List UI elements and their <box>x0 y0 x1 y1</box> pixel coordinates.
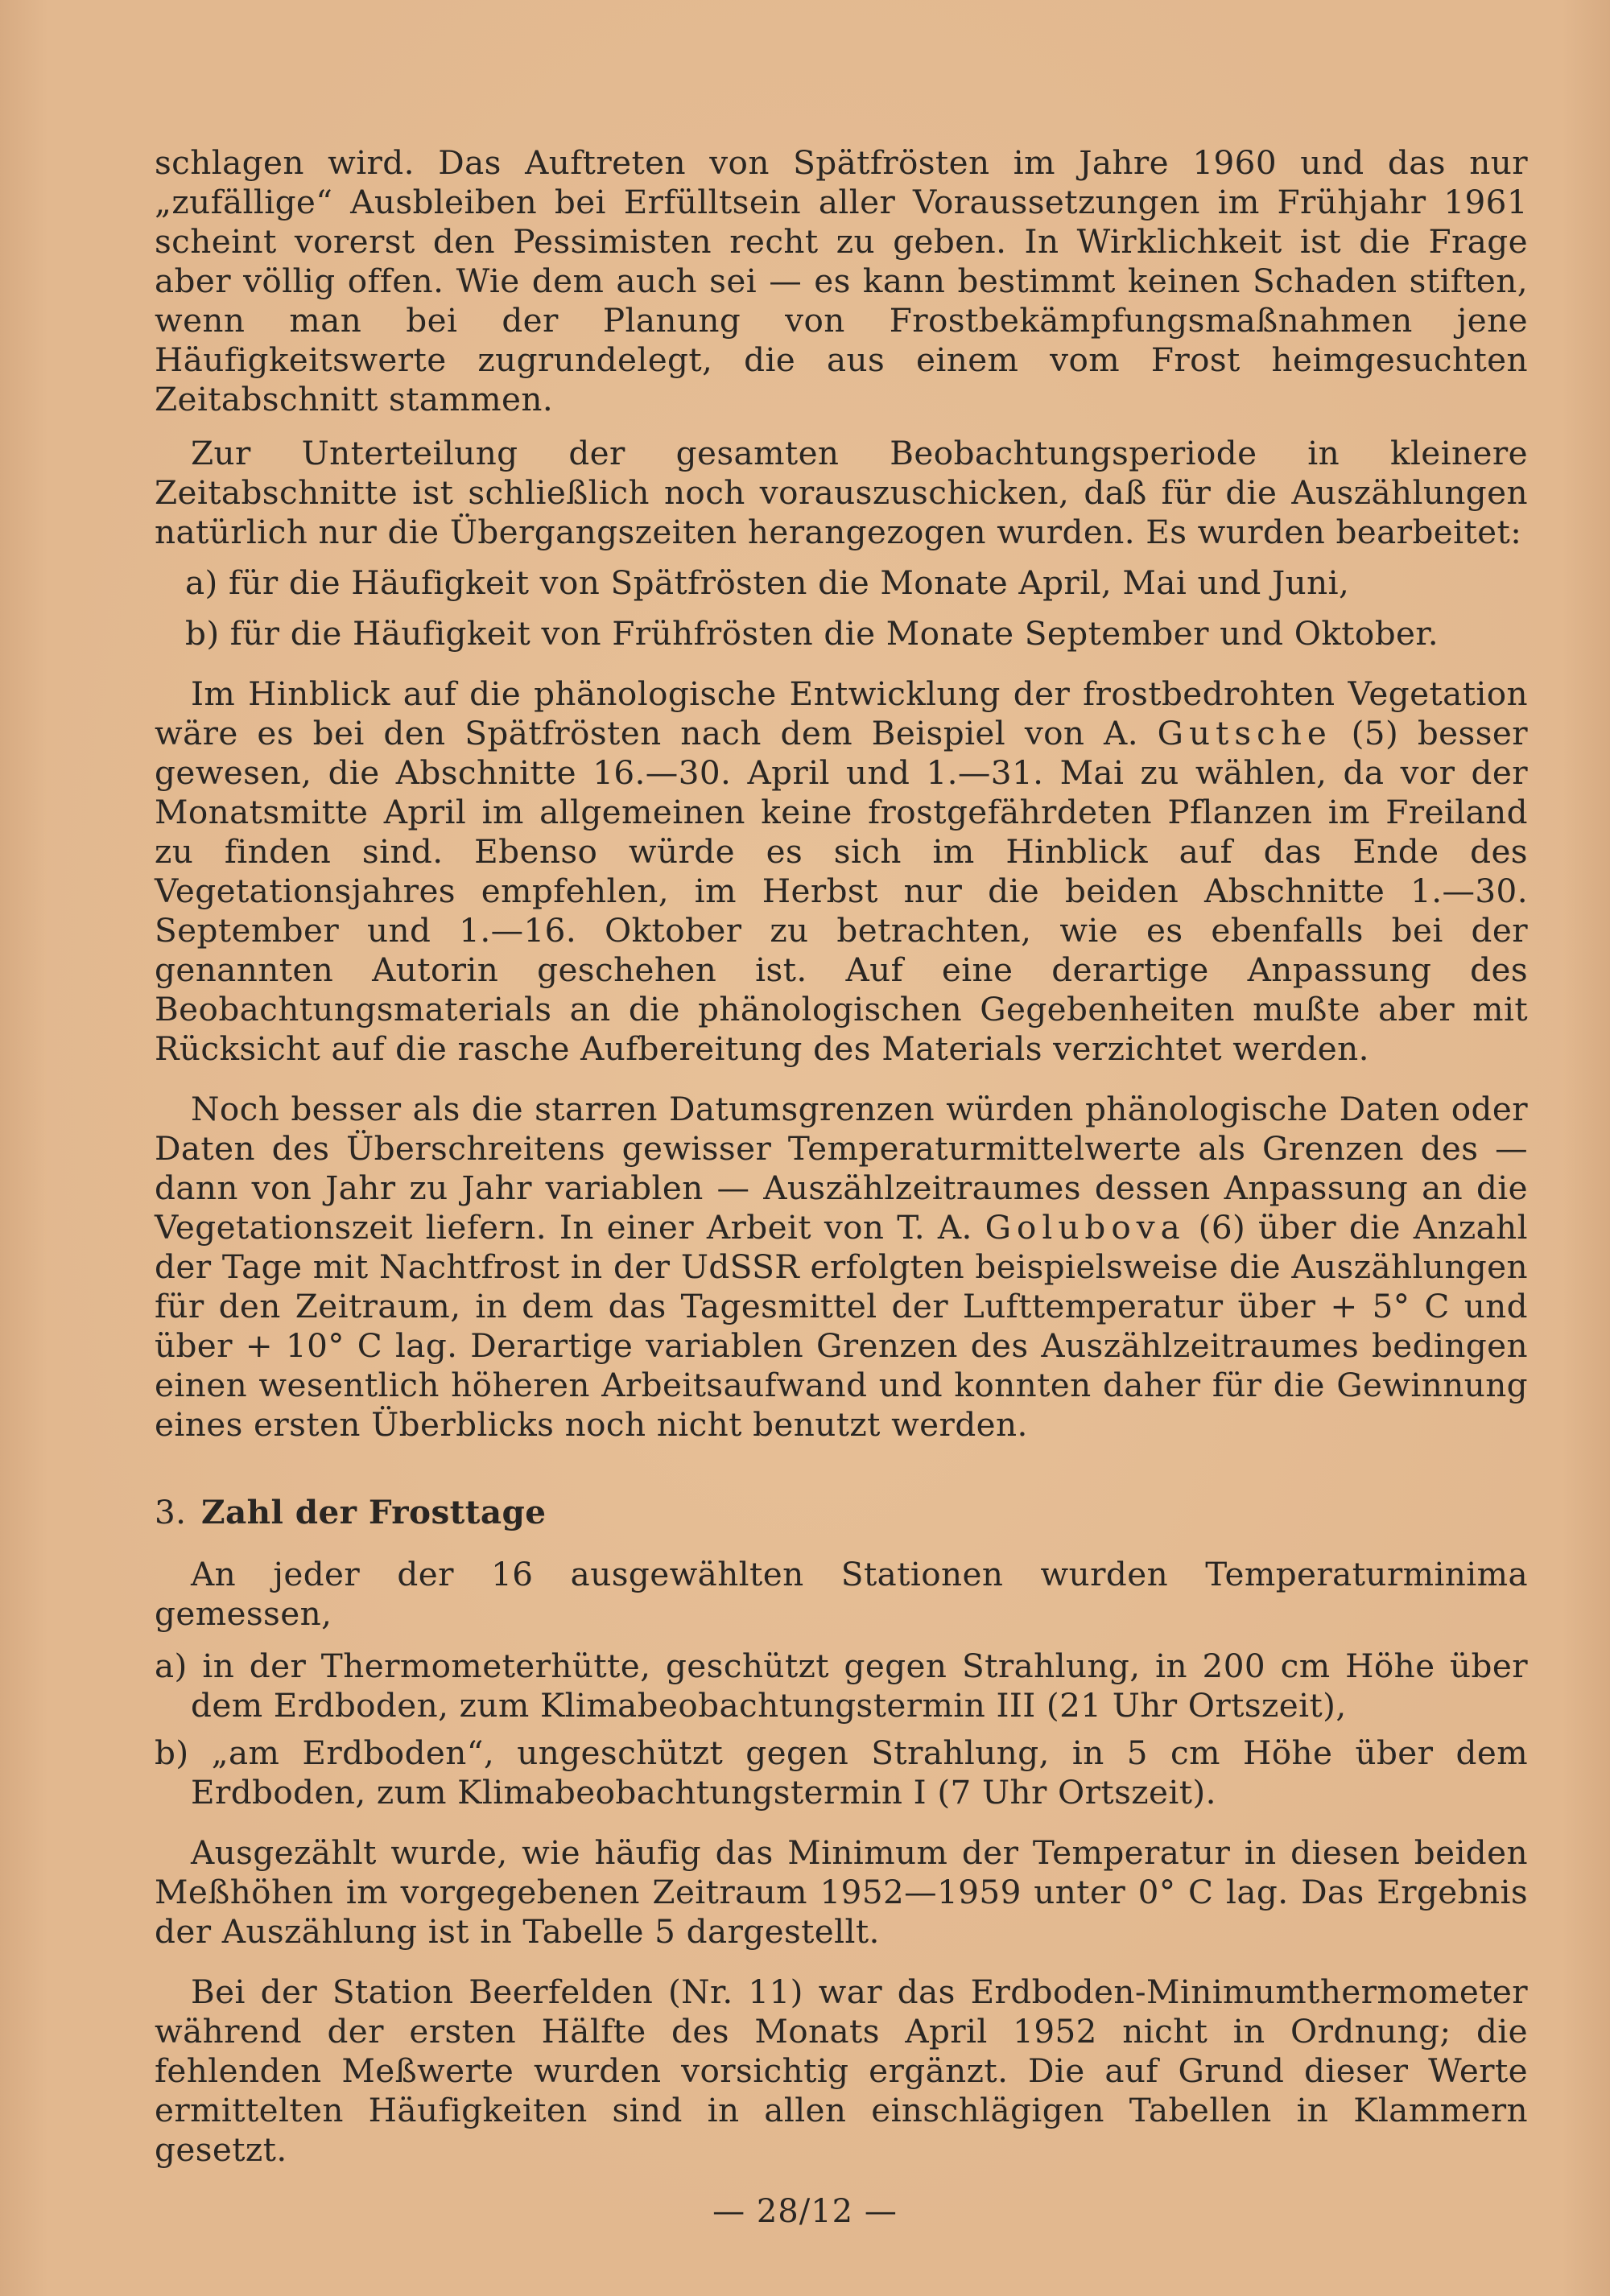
list-item-early-frost: b) für die Häufigkeit von Frühfrösten die Monate September und Oktober. <box>185 614 1439 653</box>
list-item-late-frost: a) für die Häufigkeit von Spätfrösten die Monate April, Mai und Juni, <box>185 563 1350 602</box>
paragraph-counting: Ausgezählt wurde, wie häufig das Minimum der Temperatur in diesen beiden Meßhöhen im vorgegebenen Zeitraum 1952—1959 unter 0° C lag. Das Ergebnis der Auszählung ist in Tabelle 5 dargestellt. <box>155 1833 1528 1951</box>
author-name-gutsche: Gutsche <box>1157 714 1332 752</box>
text-fragment: Noch besser als die starren Datumsgrenzen würden phänologische Daten oder Daten des Überschreitens gewisser Temperaturmittelwerte als Grenzen des — dann von Jahr zu Jahr variablen — Auszählzeitraumes dessen Anpassung an die Vegetationszeit liefern. In einer Arbeit von T. A. <box>155 1090 1528 1247</box>
author-name-golubova: Golubova <box>985 1208 1186 1247</box>
paragraph-date-limits <box>155 1090 1528 1445</box>
paragraph-continuation: schlagen wird. Das Auftreten von Spätfrösten im Jahre 1960 und das nur „zufällige“ Ausbleiben bei Erfülltsein aller Voraussetzungen im Frühjahr 1961 scheint vorerst den Pessimisten recht zu geben. In Wirklichkeit ist die Frage aber völlig offen. Wie dem auch sei — es kann bestimmt keinen Schaden stiften, wenn man bei der Planung von Frostbekämpfungsmaßnahmen jene Häufigkeitswerte zugrundelegt, die aus einem vom Frost heimgesuchten Zeitabschnitt stammen. <box>155 143 1528 418</box>
section-number: 3. <box>155 1493 187 1531</box>
text-fragment: (5) besser gewesen, die Abschnitte 16.—30. April und 1.—31. Mai zu wählen, da vor der Monatsmitte April im allgemeinen keine frostgefährdeten Pflanzen im Freiland zu finden sind. Ebenso würde es sich im Hinblick auf das Ende des Vegetationsjahres empfehlen, im Herbst nur die beiden Abschnitte 1.—30. September und 1.—16. Oktober zu betrachten, wie es ebenfalls bei der genannten Autorin geschehen ist. Auf eine derartige Anpassung des Beobachtungsmaterials an die phänologischen Gegebenheiten mußte aber mit Rücksicht auf die rasche Aufbereitung des Materials verzichtet werden. <box>155 714 1529 1068</box>
page-number: — 28/12 — <box>712 2193 898 2230</box>
section-heading <box>155 1493 1528 1532</box>
paragraph-phenology <box>155 674 1528 1069</box>
body-text <box>155 143 1528 2170</box>
section-title: Zahl der Frosttage <box>201 1493 547 1531</box>
paragraph-stations: An jeder der 16 ausgewählten Stationen wurden Temperaturminima gemessen, <box>155 1555 1528 1633</box>
list-item-thermometer-hut: a) in der Thermometerhütte, geschützt gegen Strahlung, in 200 cm Höhe über dem Erdboden, zum Klimabeobachtungstermin III (21 Uhr Ortszeit), <box>155 1647 1528 1725</box>
list-item-ground-level: b) „am Erdboden“, ungeschützt gegen Strahlung, in 5 cm Höhe über dem Erdboden, zum Klimabeobachtungstermin I (7 Uhr Ortszeit). <box>155 1733 1528 1812</box>
paragraph-beerfelden: Bei der Station Beerfelden (Nr. 11) war das Erdboden-Minimumthermometer während der ersten Hälfte des Monats April 1952 nicht in Ordnung; die fehlenden Meßwerte wurden vorsichtig ergänzt. Die auf Grund dieser Werte ermittelten Häufigkeiten sind in allen einschlägigen Tabellen in Klammern gesetzt. <box>155 1972 1528 2169</box>
text-fragment: Im Hinblick auf die phänologische Entwicklung der frostbedrohten Vegetation wäre es bei den Spätfrösten nach dem Beispiel von A. <box>155 674 1528 752</box>
paragraph-subdivision: Zur Unterteilung der gesamten Beobachtungsperiode in kleinere Zeitabschnitte ist schließlich noch vorauszuschicken, daß für die Auszählungen natürlich nur die Übergangszeiten herangezogen wurden. Es wurden bearbeitet: <box>155 434 1528 551</box>
text-fragment: (6) über die Anzahl der Tage mit Nachtfrost in der UdSSR erfolgten beispielsweise die Auszählungen für den Zeitraum, in dem das Tagesmittel der Lufttemperatur über + 5° C und über + 10° C lag. Derartige variablen Grenzen des Auszählzeitraumes bedingen einen wesentlich höheren Arbeitsaufwand und konnten daher für die Gewinnung eines ersten Überblicks noch nicht benutzt werden. <box>155 1208 1529 1444</box>
